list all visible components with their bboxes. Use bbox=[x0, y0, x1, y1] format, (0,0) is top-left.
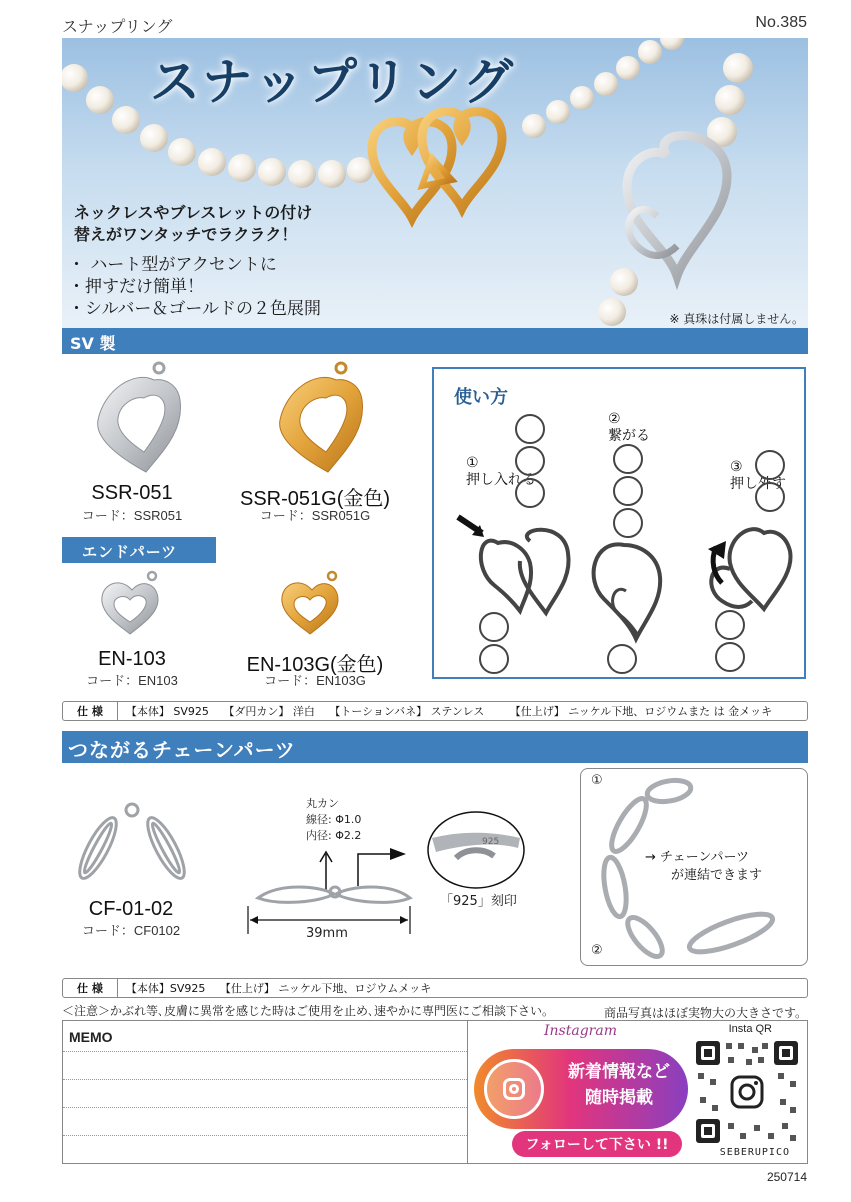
photo-marker-2: ② bbox=[591, 943, 603, 958]
hero-bullet: ・シルバー＆ゴールドの２色展開 bbox=[68, 299, 322, 319]
product-code: コード：SSR051G bbox=[259, 508, 371, 523]
hero-bullets bbox=[68, 254, 321, 320]
instagram-icon-circle bbox=[484, 1059, 544, 1119]
en-103-heart-image bbox=[96, 568, 166, 640]
step-text: 押し外す bbox=[730, 476, 786, 492]
chain-link-note-line: が連結できます bbox=[671, 868, 763, 883]
ring-spec bbox=[306, 796, 361, 844]
hero-subtitle bbox=[74, 202, 312, 246]
spec-line-sv bbox=[62, 701, 808, 721]
instagram-account: SEBERUPICO bbox=[719, 1147, 790, 1158]
how-to-diagram bbox=[434, 369, 804, 677]
spec-body: 【本体】 SV925 【ダ円カン】 洋白 【トーションバネ】 ステンレス 【仕上げ】 ニッケル下地、ロジウムまた は 金メッキ bbox=[125, 705, 773, 718]
product-code: コード：SSR051 bbox=[81, 508, 183, 523]
hero-banner bbox=[62, 38, 808, 328]
chain-product-code: コード：CF0102 bbox=[81, 923, 181, 938]
section-band-end-parts: エンドパーツ bbox=[62, 537, 216, 563]
memo-line bbox=[63, 1051, 467, 1052]
end-part-name: EN-103 bbox=[98, 648, 166, 670]
stamp-engraving-glyph: 925 bbox=[482, 837, 500, 847]
hero-subtitle-line: ネックレスやブレスレットの付け bbox=[74, 203, 313, 222]
instagram-message-line: 新着情報など bbox=[568, 1062, 670, 1082]
instagram-message bbox=[556, 1059, 682, 1111]
hero-bullet: ・押すだけ簡単！ bbox=[68, 277, 204, 297]
spec-tag: 仕 様 bbox=[63, 702, 118, 720]
memo-line bbox=[63, 1079, 467, 1080]
wire-diameter: 線径: Φ1.0 bbox=[306, 813, 362, 826]
pearl-not-included-note: ※ 真珠は付属しません。 bbox=[669, 312, 804, 326]
step-number: ① bbox=[466, 455, 479, 471]
inner-diameter: 内径: Φ2.2 bbox=[306, 829, 362, 842]
caution-note: ＜注意＞かぶれ等､皮膚に異常を感じた時はご使用を止め､速やかに専門医にご相談下さい。 bbox=[62, 1004, 555, 1018]
photo-marker-1: ① bbox=[591, 773, 603, 788]
end-part-name: EN-103G(金色) bbox=[246, 654, 384, 676]
chain-link-note-line: → チェーンパーツ bbox=[645, 850, 749, 865]
product-name: SSR-051 bbox=[91, 482, 173, 504]
instagram-banner[interactable] bbox=[474, 1049, 688, 1129]
spec-body: 【本体】SV925 【仕上げ】 ニッケル下地、ロジウムメッキ bbox=[125, 982, 432, 995]
step-number: ② bbox=[608, 411, 621, 427]
chain-product-name: CF-01-02 bbox=[88, 898, 174, 920]
chain-dimension-diagram bbox=[240, 840, 440, 940]
qr-code-icon[interactable] bbox=[694, 1039, 800, 1145]
ssr-051-heart-image bbox=[84, 360, 194, 480]
header-number: No.385 bbox=[755, 14, 807, 31]
memo-box bbox=[62, 1020, 808, 1164]
stamp-label: 「925」刻印 bbox=[440, 894, 517, 909]
how-to-use-panel bbox=[432, 367, 806, 679]
product-name: SSR-051G(金色) bbox=[239, 488, 391, 510]
header-category: スナップリング bbox=[62, 17, 173, 36]
ssr-051g-heart-image bbox=[266, 360, 376, 480]
memo-line bbox=[63, 1135, 467, 1136]
actual-size-note: 商品写真はほぼ実物大の大きさです。 bbox=[603, 1006, 807, 1020]
stamp-closeup-image bbox=[426, 808, 526, 892]
memo-title: MEMO bbox=[69, 1029, 113, 1045]
instagram-wordmark: Instagram bbox=[544, 1023, 617, 1039]
gold-heart-clasp bbox=[372, 112, 502, 218]
chain-link-note bbox=[645, 849, 762, 885]
en-103g-heart-image bbox=[276, 568, 346, 640]
instagram-icon bbox=[503, 1078, 525, 1100]
follow-button[interactable]: フォローして下さい !! bbox=[512, 1131, 682, 1157]
spec-tag: 仕 様 bbox=[63, 979, 118, 997]
date-code: 250714 bbox=[766, 1170, 807, 1184]
chain-length: 39mm bbox=[306, 926, 348, 941]
instagram-area bbox=[467, 1021, 808, 1163]
step-text: 押し入れる bbox=[466, 472, 536, 488]
end-part-code: コード：EN103G bbox=[264, 673, 366, 688]
hero-title: スナップリング bbox=[150, 53, 516, 111]
memo-line bbox=[63, 1107, 467, 1108]
step-text: 繋がる bbox=[608, 428, 650, 444]
ring-label: 丸カン bbox=[306, 797, 339, 810]
hero-subtitle-line: 替えがワンタッチでラクラク！ bbox=[74, 225, 298, 244]
silver-heart-clasp bbox=[627, 136, 727, 276]
section-band-chain-parts: つながるチェーンパーツ bbox=[62, 731, 808, 763]
chain-linked-photo bbox=[580, 768, 808, 966]
section-band-sv: SV 製 bbox=[62, 328, 808, 354]
step-number: ③ bbox=[730, 459, 743, 475]
spec-line-chain bbox=[62, 978, 808, 998]
cf-01-02-chain-image bbox=[72, 798, 192, 888]
end-part-code: コード：EN103 bbox=[86, 673, 178, 688]
pearl-strand-top-right bbox=[522, 38, 684, 138]
hero-bullet: ・ ハート型がアクセントに bbox=[68, 255, 277, 275]
how-to-title: 使い方 bbox=[454, 387, 508, 408]
qr-label: Insta QR bbox=[728, 1023, 772, 1035]
instagram-message-line: 随時掲載 bbox=[585, 1088, 653, 1108]
